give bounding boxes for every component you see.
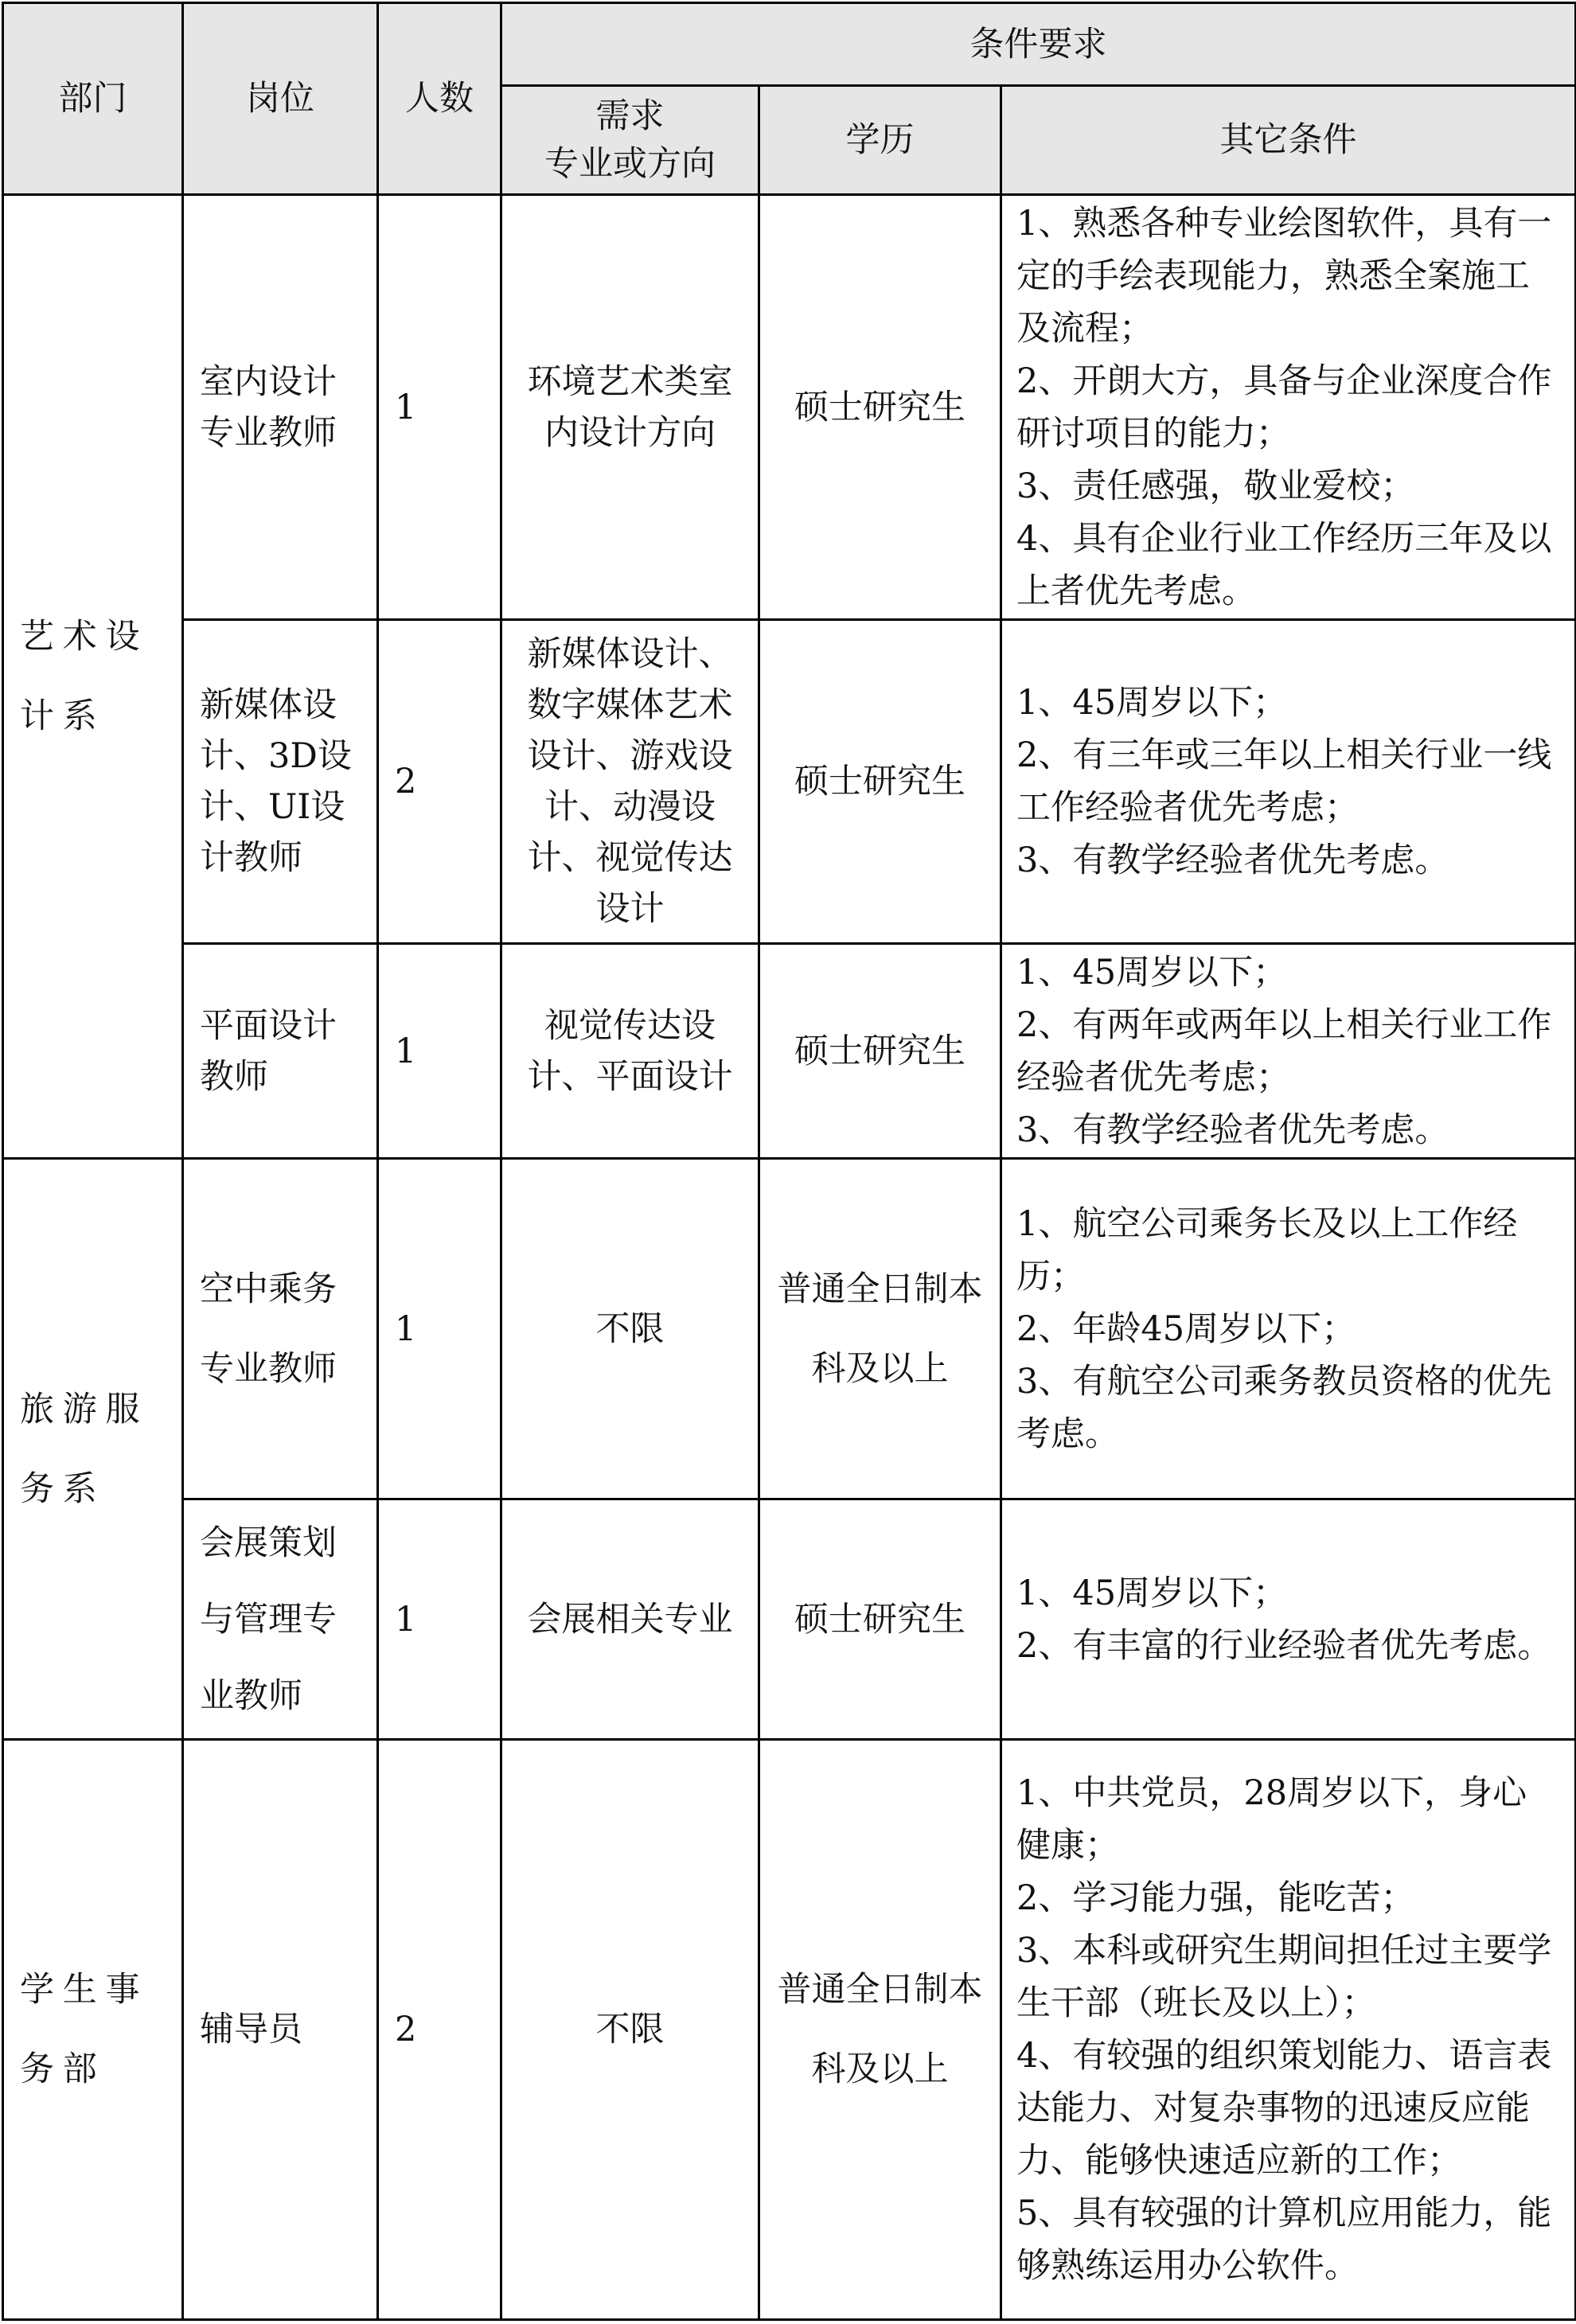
education-cell: 硕士研究生 bbox=[759, 620, 1001, 944]
major-cell: 视觉传达设计、平面设计 bbox=[501, 944, 759, 1159]
table-row bbox=[3, 1740, 1576, 2320]
other-conditions-cell: 1、45周岁以下； 2、有丰富的行业经验者优先考虑。 bbox=[1001, 1499, 1576, 1740]
major-cell: 不限 bbox=[501, 1159, 759, 1499]
major-cell: 不限 bbox=[501, 1740, 759, 2320]
count-cell: 1 bbox=[378, 195, 501, 620]
other-conditions-cell: 1、熟悉各种专业绘图软件，具有一定的手绘表现能力，熟悉全案施工及流程； 2、开朗大方，具备与企业深度合作研讨项目的能力； 3、责任感强，敬业爱校； 4、具有企业行业工作经历三年及以上者优先考虑。 bbox=[1001, 195, 1576, 620]
table-row bbox=[3, 620, 1576, 944]
header-education: 学历 bbox=[759, 86, 1001, 195]
position-cell: 会展策划与管理专业教师 bbox=[183, 1499, 378, 1740]
other-conditions-cell: 1、中共党员，28周岁以下，身心健康； 2、学习能力强，能吃苦； 3、本科或研究生期间担任过主要学生干部（班长及以上）； 4、有较强的组织策划能力、语言表达能力、对复杂事物的迅速反应能力、能够快速适应新的工作； 5、具有较强的计算机应用能力，能够熟练运用办公软件。 bbox=[1001, 1740, 1576, 2320]
position-cell: 新媒体设计、3D设计、UI设计教师 bbox=[183, 620, 378, 944]
education-cell: 硕士研究生 bbox=[759, 1499, 1001, 1740]
major-cell: 会展相关专业 bbox=[501, 1499, 759, 1740]
table-row bbox=[3, 1499, 1576, 1740]
education-cell: 普通全日制本科及以上 bbox=[759, 1740, 1001, 2320]
header-conditions: 条件要求 bbox=[501, 3, 1576, 86]
count-cell: 1 bbox=[378, 1159, 501, 1499]
major-cell: 新媒体设计、数字媒体艺术设计、游戏设计、动漫设计、视觉传达设计 bbox=[501, 620, 759, 944]
position-cell: 室内设计专业教师 bbox=[183, 195, 378, 620]
table-row bbox=[3, 1159, 1576, 1499]
header-position: 岗位 bbox=[183, 3, 378, 195]
education-cell: 普通全日制本科及以上 bbox=[759, 1159, 1001, 1499]
count-cell: 1 bbox=[378, 944, 501, 1159]
other-conditions-cell: 1、45周岁以下； 2、有三年或三年以上相关行业一线工作经验者优先考虑； 3、有教学经验者优先考虑。 bbox=[1001, 620, 1576, 944]
position-cell: 辅导员 bbox=[183, 1740, 378, 2320]
header-major: 需求 专业或方向 bbox=[501, 86, 759, 195]
dept-cell: 旅游服务系 bbox=[3, 1159, 183, 1740]
count-cell: 2 bbox=[378, 1740, 501, 2320]
header-dept: 部门 bbox=[3, 3, 183, 195]
table-row bbox=[3, 944, 1576, 1159]
other-conditions-cell: 1、航空公司乘务长及以上工作经历； 2、年龄45周岁以下； 3、有航空公司乘务教员资格的优先考虑。 bbox=[1001, 1159, 1576, 1499]
recruitment-table bbox=[2, 2, 1576, 2321]
dept-cell: 学生事务部 bbox=[3, 1740, 183, 2320]
table-row bbox=[3, 195, 1576, 620]
education-cell: 硕士研究生 bbox=[759, 944, 1001, 1159]
count-cell: 2 bbox=[378, 620, 501, 944]
header-other: 其它条件 bbox=[1001, 86, 1576, 195]
position-cell: 空中乘务专业教师 bbox=[183, 1159, 378, 1499]
major-cell: 环境艺术类室内设计方向 bbox=[501, 195, 759, 620]
count-cell: 1 bbox=[378, 1499, 501, 1740]
dept-cell: 艺术设计系 bbox=[3, 195, 183, 1159]
header-count: 人数 bbox=[378, 3, 501, 195]
position-cell: 平面设计教师 bbox=[183, 944, 378, 1159]
other-conditions-cell: 1、45周岁以下； 2、有两年或两年以上相关行业工作经验者优先考虑； 3、有教学经验者优先考虑。 bbox=[1001, 944, 1576, 1159]
education-cell: 硕士研究生 bbox=[759, 195, 1001, 620]
